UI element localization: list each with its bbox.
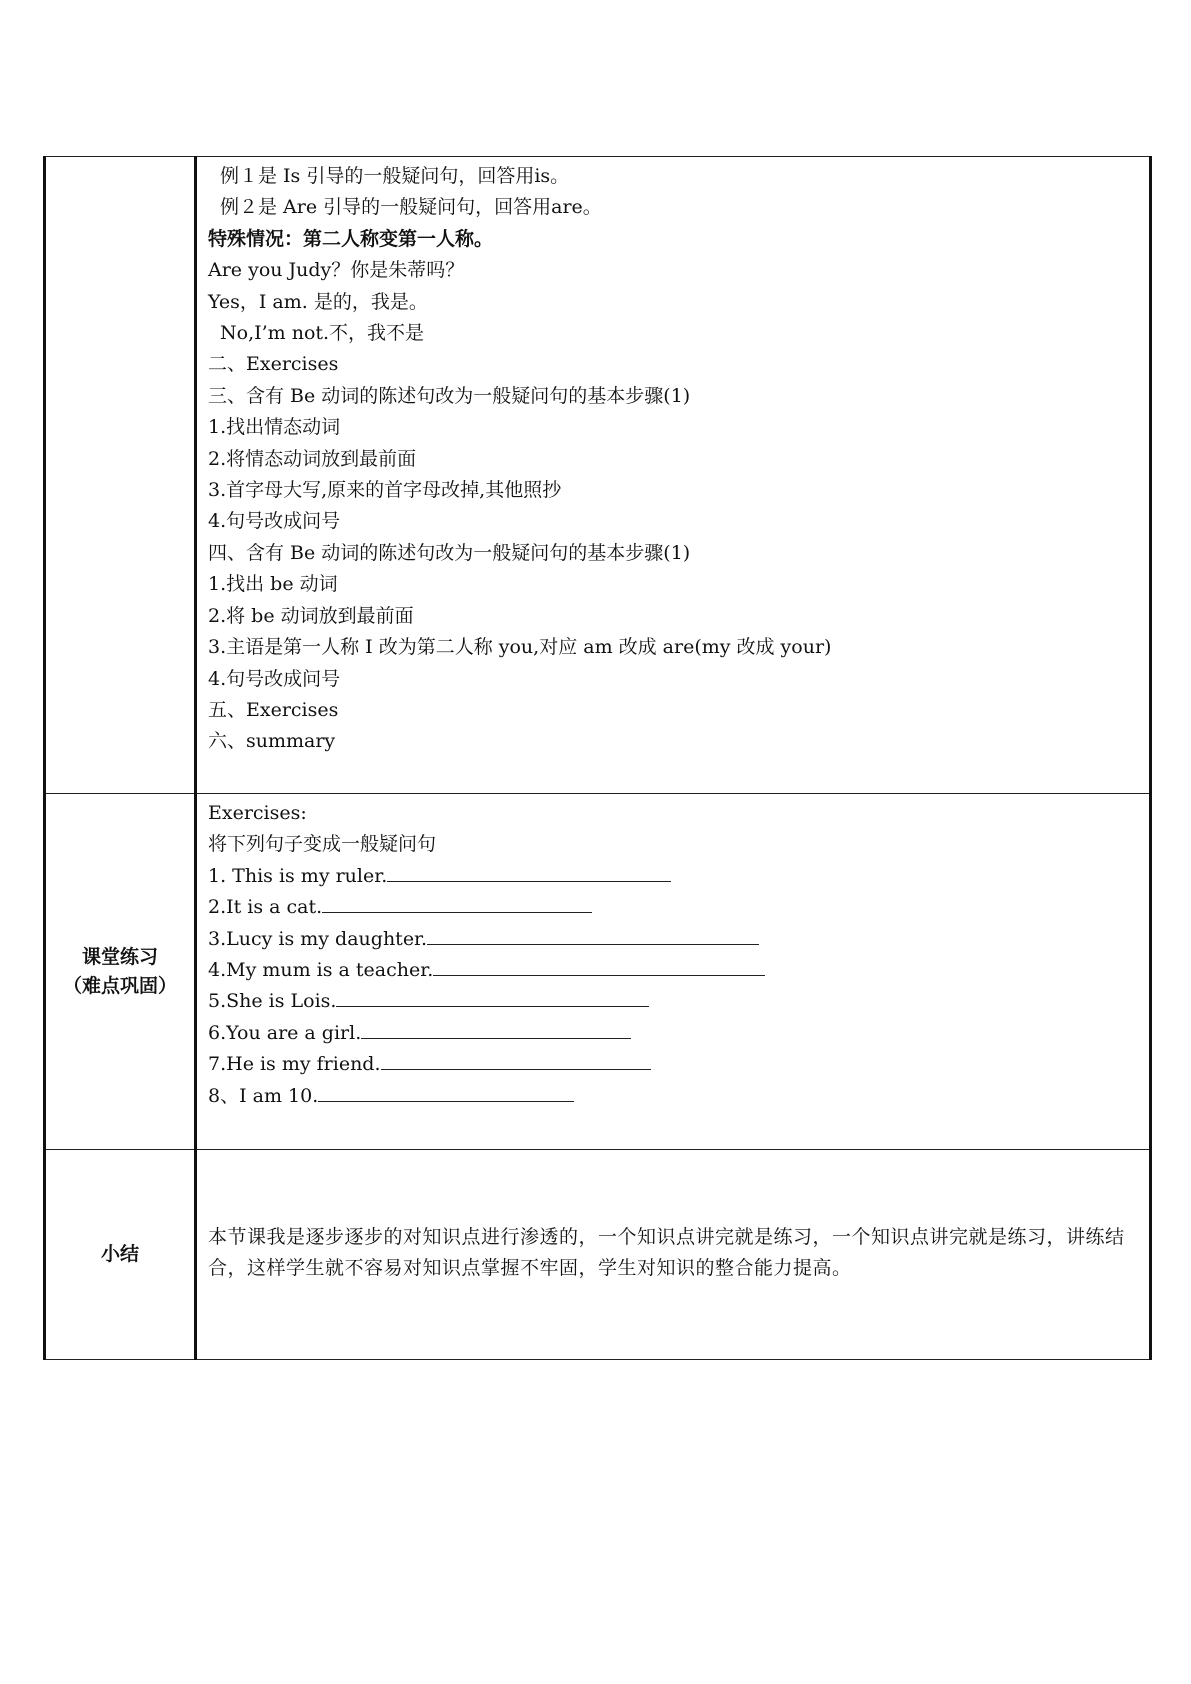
exercise-item-text: 3.Lucy is my daughter. (208, 927, 428, 950)
step-list-item: 1.找出 be 动词 (208, 573, 338, 596)
answer-blank[interactable] (427, 926, 759, 945)
step-list-item: 4.句号改成问号 (208, 667, 341, 690)
example-answer-yes: Yes，I am. 是的，我是。 (208, 290, 428, 313)
summary-row (45, 1150, 1151, 1360)
step-heading-four: 四、含有 Be 动词的陈述句改为一般疑问句的基本步骤(1) (208, 541, 691, 564)
section-label-empty (45, 157, 196, 794)
teaching-process-content (196, 157, 1151, 794)
summary-paragraph: 本节课我是逐步逐步的对知识点进行渗透的，一个知识点讲完就是练习，一个知识点讲完就是练习，讲练结合，这样学生就不容易对知识点掌握不牢固，学生对知识的整合能力提高。 (208, 1226, 1125, 1279)
exercises-instruction: 将下列句子变成一般疑问句 (208, 833, 437, 856)
example-1-note: 例１是 Is 引导的一般疑问句，回答用is。 (220, 165, 570, 187)
answer-blank[interactable] (433, 957, 765, 976)
practice-label-line1: 课堂练习 (81, 945, 158, 968)
exercise-item (208, 955, 1139, 986)
practice-row (45, 794, 1151, 1150)
exercise-item-text: 7.He is my friend. (208, 1053, 381, 1076)
exercise-item (208, 986, 1139, 1017)
step-heading-six: 六、summary (208, 730, 336, 753)
exercise-item (208, 1049, 1139, 1080)
exercise-item-text: 1. This is my ruler. (208, 864, 388, 887)
example-question: Are you Judy？你是朱蒂吗？ (208, 259, 465, 282)
step-list-item: 3.首字母大写,原来的首字母改掉,其他照抄 (208, 479, 562, 502)
exercise-item-text: 2.It is a cat. (208, 896, 323, 919)
practice-label-line2: （难点巩固） (62, 974, 177, 997)
exercise-item (208, 892, 1139, 923)
teaching-process-row (45, 157, 1151, 794)
summary-content (196, 1150, 1151, 1360)
summary-label: 小结 (45, 1150, 196, 1360)
step-heading-three: 三、含有 Be 动词的陈述句改为一般疑问句的基本步骤(1) (208, 384, 691, 407)
step-list-item: 2.将情态动词放到最前面 (208, 447, 417, 470)
practice-label (45, 794, 196, 1150)
answer-blank[interactable] (336, 988, 649, 1007)
exercise-item-text: 4.My mum is a teacher. (208, 959, 434, 982)
exercise-item-text: 8、I am 10. (208, 1084, 319, 1107)
exercise-item (208, 924, 1139, 955)
answer-blank[interactable] (361, 1020, 631, 1039)
answer-blank[interactable] (381, 1051, 651, 1070)
lesson-plan-table (43, 156, 1152, 1360)
step-list-item: 1.找出情态动词 (208, 416, 341, 439)
step-heading-five: 五、Exercises (208, 698, 339, 721)
exercise-item (208, 861, 1139, 892)
exercise-item (208, 1081, 1139, 1112)
step-heading-exercises: 二、Exercises (208, 353, 339, 376)
answer-blank[interactable] (318, 1083, 574, 1102)
exercise-item (208, 1018, 1139, 1049)
step-list-item: 4.句号改成问号 (208, 510, 341, 533)
step-list-item: 2.将 be 动词放到最前面 (208, 604, 414, 627)
practice-content (196, 794, 1151, 1150)
answer-blank[interactable] (387, 863, 671, 882)
special-case-heading: 特殊情况：第二人称变第一人称。 (208, 227, 494, 250)
exercises-heading: Exercises: (208, 802, 307, 824)
step-list-item: 3.主语是第一人称 I 改为第二人称 you,对应 am 改成 are(my 改成 your) (208, 636, 832, 659)
example-answer-no: No,I’m not.不，我不是 (220, 322, 425, 345)
exercise-item-text: 6.You are a girl. (208, 1021, 362, 1044)
example-2-note: 例２是 Are 引导的一般疑问句，回答用are。 (220, 196, 602, 219)
exercise-item-text: 5.She is Lois. (208, 990, 337, 1013)
answer-blank[interactable] (322, 894, 592, 913)
